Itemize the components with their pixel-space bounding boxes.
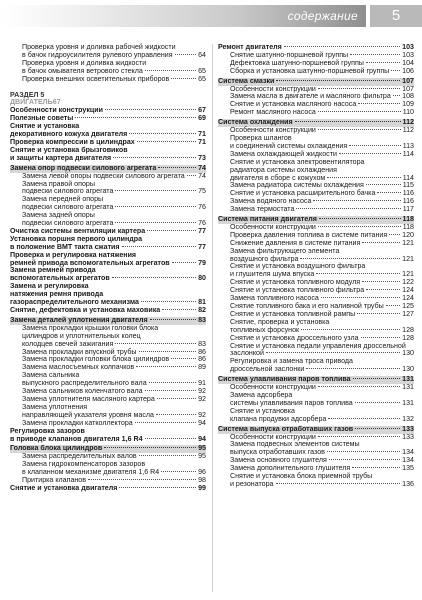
entry-title: Снятие и установка топливного фильтра (230, 286, 365, 295)
page-ref: 124 (402, 294, 414, 303)
entry-title: Проверка шлангов (230, 133, 292, 142)
entry-title: Замена подвесных элементов системы (230, 440, 360, 449)
entry-title: выпуска отработавших газов (230, 448, 325, 457)
entry-title: в бачок омывателя ветрового стекла (22, 66, 143, 75)
page-ref: 116 (402, 197, 414, 206)
dot-leader (115, 190, 196, 191)
dot-leader (327, 451, 400, 452)
page-ref: 79 (198, 258, 206, 267)
page-ref: 104 (402, 58, 414, 67)
entry-title: и соединений системы охлаждения (230, 141, 348, 150)
page-ref: 86 (198, 355, 206, 364)
dot-leader (349, 145, 400, 146)
dot-leader (139, 455, 196, 456)
page-ref: 133 (402, 432, 414, 441)
page-ref: 121 (402, 270, 414, 279)
entry-title: Установка поршня первого цилиндра (10, 234, 143, 243)
dot-leader (171, 78, 196, 79)
entry-title: Замена уплотнения (22, 402, 88, 411)
page-ref: 134 (402, 448, 414, 457)
entry-title: Особенности конструкции (230, 126, 316, 135)
page-ref: 114 (402, 149, 414, 158)
entry-title: Замена прокладки катколлектора (22, 418, 133, 427)
entry-title: Система охлаждения (218, 118, 293, 127)
entry-title: Снижение давления в системе питания (230, 238, 361, 247)
entry-title: Замена передней опоры (22, 195, 104, 204)
dot-leader (319, 218, 401, 219)
entry-title: в приводе клапанов двигателя 1,6 R4 (10, 434, 143, 443)
dot-leader (115, 343, 196, 344)
dot-leader (161, 471, 196, 472)
page-ref: 95 (198, 444, 206, 453)
entry-title: в бачок гидроусилителя рулевого управления (22, 50, 173, 59)
entry-title: Притирка клапанов (22, 476, 87, 485)
entry-title: Замена топливного насоса (230, 294, 319, 303)
entry-title: Снятие и установка двигателя (10, 483, 118, 492)
dot-leader (171, 358, 196, 359)
toc-left-column (10, 44, 206, 493)
entry-title: Замена распределительных валов (22, 452, 137, 461)
toc-entry-sub[interactable] (218, 416, 414, 424)
entry-title: Замена левой опоры подвески силового агрегата (22, 171, 185, 180)
entry-title: подвески силового агрегата (22, 187, 114, 196)
entry-title: клапана продувки адсорбера (230, 414, 327, 423)
dot-leader (355, 402, 400, 403)
page-ref: 120 (402, 230, 414, 239)
page-ref: 94 (198, 418, 206, 427)
dot-leader (361, 337, 401, 338)
entry-title: Замена масла в двигателе и масляного фильтра (230, 92, 391, 101)
dot-leader (156, 414, 196, 415)
entry-title: дроссельной заслонки (230, 365, 305, 374)
page-ref: 77 (198, 226, 206, 235)
section-title: ДВИГАТЕЛЬ (10, 98, 53, 107)
entry-title: Снятие и установка (230, 406, 295, 415)
dot-leader (350, 54, 400, 55)
entry-title: Замена сальника (22, 371, 80, 380)
entry-title: в положение ВМТ такта сжатия (10, 242, 120, 251)
page-ref: 92 (198, 387, 206, 396)
dot-leader (366, 289, 400, 290)
page-header (0, 0, 422, 30)
toc-entry-main[interactable] (10, 485, 206, 493)
entry-title: Замена прокладки впускной трубы (22, 347, 137, 356)
page-ref: 95 (198, 452, 206, 461)
page-ref: 77 (198, 242, 206, 251)
page-ref: 108 (402, 92, 414, 101)
dot-leader (316, 273, 400, 274)
page-ref: 65 (198, 74, 206, 83)
toc-entry-sub[interactable] (218, 481, 414, 489)
page-ref: 103 (402, 50, 414, 59)
entry-title: подвески силового агрегата (22, 203, 114, 212)
page-ref: 136 (402, 479, 414, 488)
dot-leader (137, 141, 196, 142)
dot-leader (158, 167, 196, 168)
dot-leader (150, 319, 196, 320)
dot-leader (115, 206, 196, 207)
page-ref: 86 (198, 347, 206, 356)
toc-right-column (218, 44, 414, 489)
entry-title: Снятие и установка блока приемной трубы (230, 472, 373, 481)
dot-leader (393, 95, 400, 96)
page-ref: 99 (198, 483, 206, 492)
toc-entry-main[interactable] (10, 307, 206, 315)
header-title: содержание (287, 9, 358, 23)
entry-title: Снятие, дефектовка и установка маховика (10, 306, 161, 314)
page-ref: 92 (198, 410, 206, 419)
dot-leader (306, 368, 400, 369)
dot-leader (135, 422, 196, 423)
dot-leader (327, 177, 400, 178)
page-ref: 81 (198, 298, 206, 307)
entry-title: Снятие, проверка и установка (230, 317, 330, 326)
entry-title: Снятие шатунно-поршневой группы (230, 50, 349, 59)
page-ref: 107 (402, 76, 414, 85)
entry-title: Очистка системы вентиляции картера (10, 226, 146, 235)
page-ref: 131 (402, 383, 414, 392)
dot-leader (366, 62, 400, 63)
page-ref: 117 (402, 205, 414, 214)
dot-leader (149, 382, 196, 383)
page-ref: 69 (198, 114, 206, 123)
entry-title: и глушителя шума впуска (230, 270, 315, 279)
page-ref: 75 (198, 187, 206, 196)
page-ref: 131 (402, 398, 414, 407)
entry-title: Замена опор подвески силового агрегата (10, 163, 157, 172)
page-ref: 118 (402, 222, 414, 231)
page-ref: 114 (402, 173, 414, 182)
dot-leader (362, 242, 400, 243)
entry-title: Головка блока цилиндров (10, 444, 103, 453)
entry-title: двигателя в сборе с кожухом (230, 173, 326, 182)
entry-title: Снятие и установка брызговиков (10, 145, 128, 154)
page-ref: 64 (198, 50, 206, 59)
page-ref: 73 (198, 153, 206, 162)
entry-title: Снятие топливного бака и его наливной трубы (230, 302, 384, 310)
page-ref: 118 (402, 215, 414, 224)
entry-title: Полезные советы (10, 114, 74, 123)
page-ref: 82 (198, 306, 206, 314)
page-ref: 110 (402, 108, 414, 117)
page-ref: 67 (52, 98, 61, 107)
entry-title: направляющей указателя уровня масла (22, 410, 154, 419)
toc-entry-sub[interactable] (218, 206, 414, 214)
entry-title: Проверка уровня и доливка рабочей жидкости (22, 43, 176, 51)
entry-title: Проверка внешних осветительных приборов (22, 74, 170, 83)
entry-title: Особенности конструкции (230, 432, 316, 441)
page-number: 5 (370, 5, 422, 27)
dot-leader (145, 70, 196, 71)
dot-leader (115, 222, 196, 223)
page-ref: 71 (198, 130, 206, 139)
page-ref: 83 (198, 315, 206, 324)
dot-leader (318, 88, 400, 89)
entry-title: Замена фильтрующего элемента (230, 246, 340, 255)
dot-leader (162, 309, 196, 310)
dot-leader (122, 246, 197, 247)
dot-leader (113, 157, 196, 158)
toc-entry-main[interactable] (10, 436, 206, 444)
page-ref: 71 (198, 137, 206, 146)
entry-title: Замена и регулировка (10, 282, 89, 291)
entry-title: Замена радиатора системы охлаждения (230, 181, 364, 190)
entry-title: Регулировка зазоров (10, 426, 85, 435)
dot-leader (136, 366, 196, 367)
toc-entry-sub[interactable] (10, 76, 206, 84)
dot-leader (301, 329, 400, 330)
dot-leader (112, 277, 196, 278)
entry-title: декоративного кожуха двигателя (10, 130, 128, 139)
entry-title: Замена основного глушителя (230, 456, 327, 465)
entry-title: Снятие и установка воздушного фильтра (230, 262, 366, 271)
dot-leader (352, 467, 400, 468)
entry-title: в клапанном механизме двигателя 1,6 R4 (22, 468, 160, 477)
entry-title: Проверка уровня и доливка жидкости (22, 58, 147, 67)
entry-title: Дефектовка шатунно-поршневой группы (230, 58, 364, 67)
entry-title: вспомогательных агрегатов (10, 274, 110, 283)
section-heading (10, 92, 206, 108)
page-ref: 80 (198, 274, 206, 283)
page-ref: 130 (402, 365, 414, 374)
dot-leader (329, 459, 400, 460)
dot-leader (157, 398, 196, 399)
dot-leader (129, 133, 196, 134)
dot-leader (172, 262, 196, 263)
page-ref: 128 (402, 333, 414, 342)
dot-leader (318, 226, 401, 227)
dot-leader (105, 109, 196, 110)
entry-title: Замена дополнительного глушителя (230, 464, 351, 473)
page-ref: 94 (198, 434, 206, 443)
dot-leader (145, 390, 197, 391)
entry-title: Замена маслосъемных колпачков (22, 363, 135, 372)
toc-entry-sub[interactable] (218, 366, 414, 374)
entry-title: Снятие и установка дроссельного узла (230, 333, 359, 342)
dot-leader (88, 479, 196, 480)
toc-entry-sub[interactable] (218, 68, 414, 76)
page-ref: 128 (402, 325, 414, 334)
dot-leader (266, 352, 400, 353)
entry-title: Замена задней опоры (22, 211, 95, 220)
page-ref: 135 (402, 464, 414, 473)
dot-leader (119, 487, 196, 488)
page-ref: 112 (402, 126, 414, 135)
entry-title: Замена термостата (230, 205, 295, 214)
page-ref: 112 (402, 118, 414, 127)
dot-leader (386, 305, 400, 306)
dot-leader (141, 301, 196, 302)
dot-leader (284, 46, 400, 47)
entry-title: Снятие и установка педали управления дроссельной (230, 341, 406, 350)
entry-title: Замена гидрокомпенсаторов зазоров (22, 460, 146, 469)
dot-leader (295, 121, 401, 122)
page-ref: 133 (402, 424, 414, 433)
page-ref: 74 (198, 171, 206, 180)
page-ref: 124 (402, 286, 414, 295)
page-ref: 121 (402, 238, 414, 247)
dot-leader (355, 428, 400, 429)
dot-leader (175, 54, 197, 55)
page-ref: 76 (198, 219, 206, 228)
page-ref: 125 (402, 302, 414, 310)
page-ref: 98 (198, 476, 206, 485)
entry-title: радиатора системы охлаждения (230, 165, 337, 174)
entry-title: Ремонт масляного насоса (230, 108, 316, 117)
entry-title: газораспределительного механизма (10, 298, 139, 307)
dot-leader (357, 313, 400, 314)
page-ref: 107 (402, 84, 414, 93)
dot-leader (145, 438, 197, 439)
entry-title: Замена уплотнителя масляного картера (22, 394, 155, 403)
dot-leader (389, 234, 400, 235)
page-ref: 134 (402, 456, 414, 465)
page-ref: 74 (198, 163, 206, 172)
dot-leader (366, 184, 401, 185)
entry-title: Замена правой опоры (22, 179, 95, 188)
toc-entry-sub[interactable] (218, 109, 414, 117)
entry-title: ремней привода вспомогательных агрегатов (10, 258, 170, 267)
page-ref: 116 (402, 189, 414, 198)
page-ref: 115 (402, 181, 414, 190)
dot-leader (276, 483, 401, 484)
entry-title: выпускного распределительного вала (22, 379, 147, 388)
page-ref: 76 (198, 203, 206, 212)
entry-title: Снятие и установка топливной рампы (230, 309, 356, 318)
entry-title: Особенности конструкции (230, 222, 316, 231)
dot-leader (321, 297, 400, 298)
page-ref: 106 (402, 66, 414, 75)
dot-leader (104, 447, 196, 448)
dot-leader (318, 436, 400, 437)
entry-title: Проверка компрессии в цилиндрах (10, 137, 135, 146)
section-label: РАЗДЕЛ 5 (10, 90, 45, 99)
page-ref: 89 (198, 363, 206, 372)
entry-title: колодцев свечей зажигания (22, 339, 114, 348)
page-ref: 127 (402, 309, 414, 318)
page-ref: 132 (402, 414, 414, 423)
toc-entry-main[interactable] (10, 155, 206, 163)
entry-title: Снятие и установка масляного насоса (230, 100, 357, 109)
entry-title: Особенности конструкции (10, 106, 103, 115)
entry-title: воздушного фильтра (230, 254, 299, 263)
page-ref: 67 (198, 106, 206, 115)
column-divider (212, 44, 213, 592)
dot-leader (328, 418, 400, 419)
entry-title: Ремонт двигателя (218, 43, 282, 51)
dot-leader (339, 153, 401, 154)
dot-leader (276, 80, 400, 81)
page-ref: 103 (402, 43, 414, 51)
page-ref: 96 (198, 468, 206, 477)
entry-title: Система смазки (218, 76, 275, 85)
dot-leader (358, 103, 400, 104)
entry-title: подвески силового агрегата (22, 219, 114, 228)
entry-title: топливных форсунок (230, 325, 300, 334)
entry-title: Снятие и установка электровентилятора (230, 157, 365, 166)
entry-title: Проверка и регулировка натяжения (10, 250, 137, 259)
dot-leader (75, 117, 196, 118)
entry-title: Замена сальников коленчатого вала (22, 387, 143, 396)
entry-title: Система выпуска отработавших газов (218, 424, 354, 433)
entry-title: Особенности конструкции (230, 84, 316, 93)
dot-leader (353, 378, 401, 379)
page-ref: 92 (198, 394, 206, 403)
entry-title: и резонатора (230, 479, 274, 488)
page-ref: 121 (402, 254, 414, 263)
entry-title: Замена прокладки головки блока цилиндров (22, 355, 170, 364)
dot-leader (391, 70, 400, 71)
entry-title: системы улавливания паров топлива (230, 398, 353, 407)
entry-title: Замена деталей уплотнения двигателя (10, 315, 148, 324)
entry-title: заслонкой (230, 349, 264, 358)
entry-title: Замена прокладки крышки головки блока (22, 323, 159, 332)
page-ref: 83 (198, 339, 206, 348)
entry-title: Снятие и установка (10, 122, 80, 131)
entry-title: Система улавливания паров топлива (218, 375, 351, 384)
dot-leader (296, 208, 400, 209)
entry-title: и защиты картера двигателя (10, 153, 112, 162)
entry-title: Снятие и установка расширительного бачка (230, 189, 376, 198)
dot-leader (313, 200, 400, 201)
dot-leader (377, 192, 400, 193)
page-ref: 109 (402, 100, 414, 109)
dot-leader (300, 258, 400, 259)
entry-title: Сборка и установка шатунно-поршневой группы (230, 66, 390, 75)
dot-leader (147, 230, 196, 231)
entry-title: цилиндров и уплотнительных колец (22, 331, 141, 340)
dot-leader (187, 175, 196, 176)
dot-leader (139, 351, 197, 352)
entry-title: Замена адсорбера (230, 390, 293, 399)
dot-leader (318, 129, 401, 130)
page-ref: 113 (402, 141, 414, 150)
dot-leader (318, 111, 401, 112)
page-ref: 130 (402, 349, 414, 358)
entry-title: Снятие и установка топливного модуля (230, 278, 361, 287)
page-ref: 122 (402, 278, 414, 287)
entry-title: Замена водяного насоса (230, 197, 312, 206)
page-ref: 65 (198, 66, 206, 75)
entry-title: Проверка давления топлива в системе питания (230, 230, 388, 239)
entry-title: Особенности конструкции (230, 383, 316, 392)
entry-title: Регулировка и замена троса привода (230, 357, 353, 366)
entry-title: Система питания двигателя (218, 215, 317, 224)
page-ref: 91 (198, 379, 206, 388)
entry-title: Замена охлаждающей жидкости (230, 149, 337, 158)
dot-leader (362, 281, 400, 282)
dot-leader (318, 386, 400, 387)
entry-title: Замена ремней привода (10, 266, 96, 275)
page-ref: 131 (402, 375, 414, 384)
entry-title: натяжения ремня привода (10, 290, 104, 299)
